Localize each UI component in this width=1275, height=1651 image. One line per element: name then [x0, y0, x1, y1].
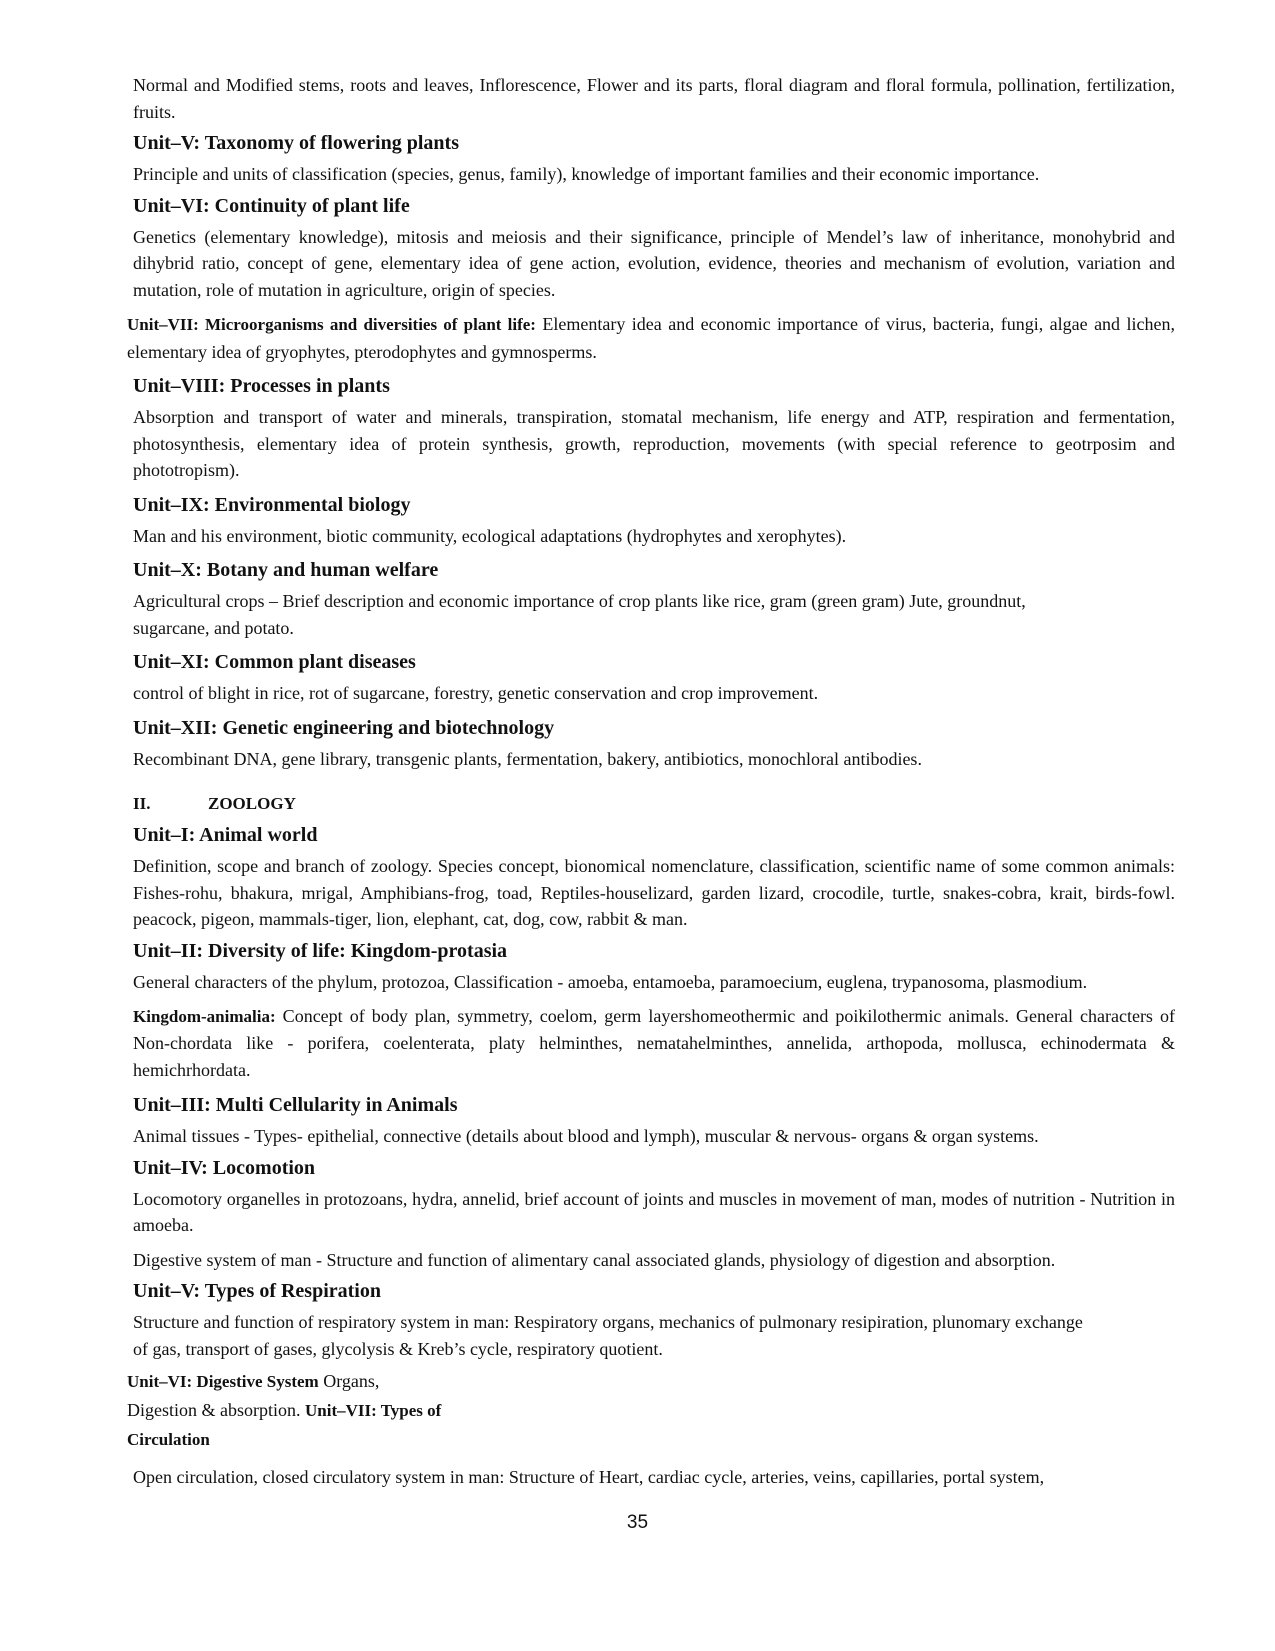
zoology-unit-iii-text: Animal tissues - Types- epithelial, connective (details about blood and lymph), muscular & nervous- organs & organ systems.	[133, 1126, 1039, 1146]
unit-xi-diseases-text: control of blight in rice, rot of sugarcane, forestry, genetic conservation and crop improvement.	[133, 683, 819, 703]
zoology-unit-vii-text: Open circulation, closed circulatory system in man: Structure of Heart, cardiac cycle, arteries, veins, capillaries, portal system,	[133, 1467, 1045, 1487]
zoology-unit-ii-text: General characters of the phylum, protozoa, Classification - amoeba, entamoeba, paramoecium, euglena, trypanosoma, plasmodium.	[133, 971, 1088, 992]
zoology-unit-vi-text: Organs,	[318, 1371, 380, 1391]
unit-ix-environmental-text: Man and his environment, biotic community, ecological adaptations (hydrophytes and xerophytes).	[133, 525, 847, 546]
zoology-unit-vii-heading-continued-line	[127, 1425, 1175, 1454]
unit-xii-genetic-text: Recombinant DNA, gene library, transgenic plants, fermentation, bakery, antibiotics, monochloral antibodies.	[133, 748, 922, 769]
zoology-section-number: II.	[133, 794, 151, 813]
unit-xi-diseases-heading: Unit–XI: Common plant diseases	[133, 651, 416, 673]
unit-xii-genetic-heading: Unit–XII: Genetic engineering and biotechnology	[133, 716, 555, 739]
unit-vii-microorganisms-paragraph	[127, 311, 1175, 365]
unit-viii-processes-text: Absorption and transport of water and minerals, transpiration, stomatal mechanism, life energy and ATP, respiration and fermentation, photosynthesis, elementary idea of protein synthesis, growth, reproduction, movements (with special reference to geotrposim and phototropism).	[133, 407, 1175, 480]
unit-vii-microorganisms-heading: Unit–VII: Microorganisms and diversities of plant life:	[127, 315, 536, 334]
unit-x-welfare-heading: Unit–X: Botany and human welfare	[133, 559, 439, 581]
zoology-unit-ii-heading: Unit–II: Diversity of life: Kingdom-protasia	[133, 939, 508, 962]
kingdom-animalia-label: Kingdom-animalia:	[133, 1007, 276, 1026]
zoology-unit-vi-vii-block	[127, 1367, 1175, 1454]
zoology-unit-vi-heading: Unit–VI: Digestive System	[127, 1372, 319, 1391]
zoology-unit-vi-line	[127, 1367, 1175, 1396]
unit-vii-microorganisms-text: Elementary idea and economic importance of virus, bacteria, fungi, algae and lichen, elementary idea of gryophytes, pterodophytes and gymnosperms.	[127, 314, 1175, 362]
zoology-unit-i-heading: Unit–I: Animal world	[133, 824, 318, 846]
zoology-unit-iv-text-digestive: Digestive system of man - Structure and function of alimentary canal associated glands, physiology of digestion and absorption.	[133, 1249, 1056, 1270]
zoology-unit-iii-heading: Unit–III: Multi Cellularity in Animals	[133, 1094, 458, 1116]
zoology-unit-i-text: Definition, scope and branch of zoology. Species concept, bionomical nomenclature, classification, scientific name of some common animals: Fishes-rohu, bhakura, mrigal, Amphibians-frog, toad, Reptiles-houselizard, garden lizard, crocodile, turtle, snakes-cobra, krait, birds-fowl. peacock, pigeon, mammals-tiger, lion, elephant, cat, dog, cow, rabbit & man.	[133, 856, 1175, 929]
page-number: 35	[626, 1512, 649, 1533]
unit-x-welfare-text: Agricultural crops – Brief description and economic importance of crop plants like rice, gram (green gram) Jute, groundnut, sugarcane, and potato.	[133, 591, 1026, 638]
zoology-section-title: ZOOLOGY	[208, 794, 296, 813]
zoology-unit-vii-line	[127, 1396, 1175, 1425]
botany-intro-text: Normal and Modified stems, roots and leaves, Inflorescence, Flower and its parts, floral diagram and floral formula, pollination, fertilization, fruits.	[133, 75, 1175, 122]
zoology-unit-v-text: Structure and function of respiratory system in man: Respiratory organs, mechanics of pulmonary resipiration, plunomary exchange of gas, transport of gases, glycolysis & Kreb’s cycle, respiratory quotient.	[133, 1312, 1083, 1359]
zoology-unit-v-heading: Unit–V: Types of Respiration	[133, 1280, 381, 1302]
zoology-unit-iv-heading: Unit–IV: Locomotion	[133, 1156, 316, 1179]
unit-vi-continuity-heading: Unit–VI: Continuity of plant life	[133, 194, 410, 217]
zoology-unit-vii-heading: Unit–VII: Types of	[305, 1401, 442, 1420]
zoology-unit-iv-text: Locomotory organelles in protozoans, hydra, annelid, brief account of joints and muscles in movement of man, modes of nutrition - Nutrition in amoeba.	[133, 1188, 1175, 1235]
kingdom-animalia-text: Concept of body plan, symmetry, coelom, germ layershomeothermic and poikilothermic animals. General characters of Non-chordata like - porifera, coelenterata, platy helminthes, nematahelminthes, annelida, arthopoda, mollusca, echinodermata & hemichrhordata.	[133, 1006, 1175, 1080]
unit-v-taxonomy-text: Principle and units of classification (species, genus, family), knowledge of important families and their economic importance.	[133, 164, 1040, 184]
unit-viii-processes-heading: Unit–VIII: Processes in plants	[133, 375, 390, 397]
kingdom-animalia-paragraph	[133, 1003, 1175, 1084]
unit-ix-environmental-heading: Unit–IX: Environmental biology	[133, 493, 411, 516]
zoology-unit-vii-heading-continued: Circulation	[127, 1430, 210, 1449]
zoology-section-heading	[133, 792, 1175, 816]
zoology-unit-vi-text-continued: Digestion & absorption.	[127, 1400, 305, 1420]
unit-vi-continuity-text: Genetics (elementary knowledge), mitosis and meiosis and their significance, principle of Mendel’s law of inheritance, monohybrid and dihybrid ratio, concept of gene, elementary idea of gene action, evolution, evidence, theories and mechanism of evolution, variation and mutation, role of mutation in agriculture, origin of species.	[133, 226, 1175, 300]
unit-v-taxonomy-heading: Unit–V: Taxonomy of flowering plants	[133, 132, 459, 154]
